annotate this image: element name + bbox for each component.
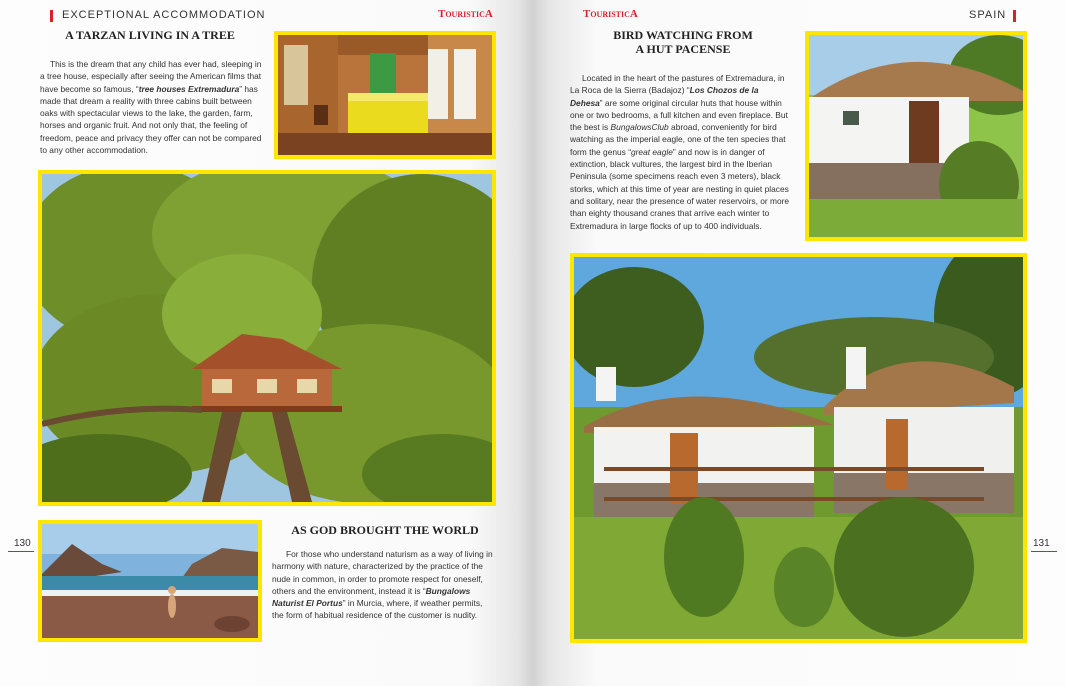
bedroom-photo [274,31,496,159]
page-number: 130 [14,538,31,549]
page-number-rule [1031,551,1057,552]
highlight-name: tree houses Extremadura [138,83,240,94]
huts-photo [570,253,1027,643]
section-label: EXCEPTIONAL ACCOMMODATION [62,9,266,21]
article-title: A TARZAN LIVING IN A TREE [65,28,235,42]
right-page [533,0,1066,686]
beach-photo [38,520,262,642]
article-body: This is the dream that any child has ever had, sleeping in a tree house, especially after seeing the American films that have become so famous, “tree houses Extremadura” has made that dream a reality with three cabins built between oaks with spectacular views to the lake, the garden, farm, horses and organic fruit. And not only that, the feeling of freedom, peace and privacy they offer can not be compared to any other accommodation. [40,59,262,156]
page-number: 131 [1033,538,1050,549]
section-label: SPAIN [969,9,1007,21]
section-bar [1013,10,1016,22]
page-number-rule [8,551,34,552]
article-body: For those who understand naturism as a way of living in harmony with nature, characterized by the practice of the nude in common, in order to promote respect for oneself, others and the environment, instead it is “Bungalows Naturist El Portus” in Murcia, where, if weather permits, the form of habitual residence of the customer is nudity. [272,549,493,621]
highlight-name: Bungalows Naturist El Portus [272,585,471,609]
tree-house-photo [38,170,496,506]
section-bar [50,10,53,22]
magazine-logo: TouristicA [583,8,638,20]
magazine-logo: TouristicA [438,8,493,20]
article-body: Located in the heart of the pastures of Extremadura, in La Roca de la Sierra (Badajoz) “Los Chozos de la Dehesa” are some original circular huts that house within one or two bedrooms, a full kitchen and even fireplace. But the best is BungalowsClub abroad, conveniently for bird watching as the imperial eagle, one of the ten species that form the genus “great eagle” and now is in danger of extinction, black vultures, the largest bird in the Iberian Peninsula (some specimens reach even 3 meters), black storks, which at this time of year are nesting in quiet places and solitary, near the presence of water reservoirs, or more than eighty thousand cranes that arrive each winter to Extremadura in large flocks of up to 400 individuals. [570,73,790,231]
hut-photo [805,31,1027,241]
article-title: AS GOD BROUGHT THE WORLD [291,523,479,537]
article-title: BIRD WATCHING FROM A HUT PACENSE [613,28,753,56]
highlight-name: Los Chozos de la Dehesa [570,85,759,108]
